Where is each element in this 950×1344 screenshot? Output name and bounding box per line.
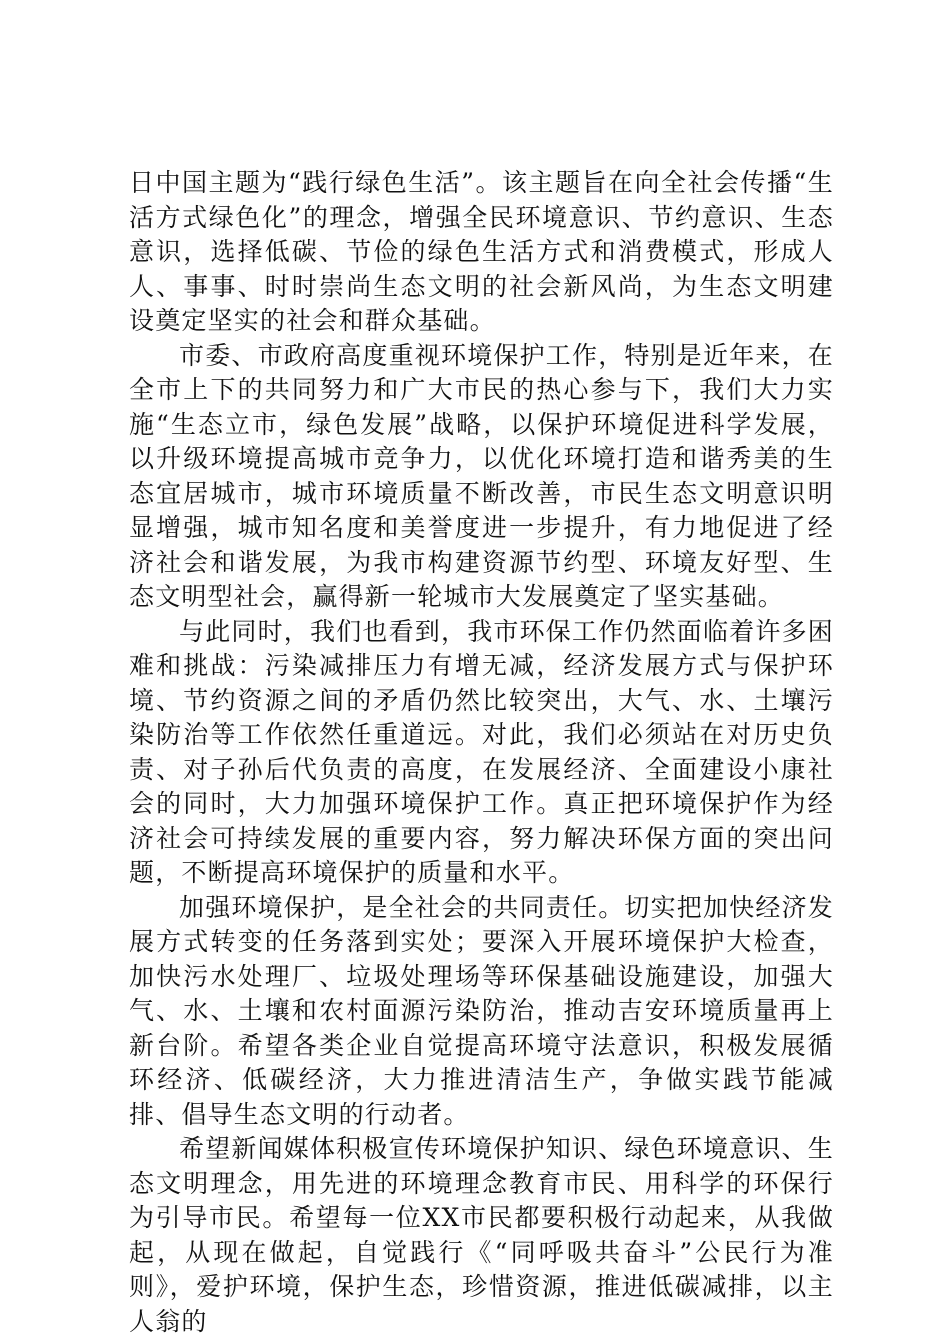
document-body: [129, 166, 834, 1339]
paragraph-challenges: 与此同时，我们也看到，我市环保工作仍然面临着许多困难和挑战：污染减排压力有增无减，经济发展方式与保护环境、节约资源之间的矛盾仍然比较突出，大气、水、土壤污染防治等工作依然任重道远。对此，我们必须站在对历史负责、对子孙后代负责的高度，在发展经济、全面建设小康社会的同时，大力加强环境保护工作。真正把环境保护作为经济社会可持续发展的重要内容，努力解决环保方面的突出问题，不断提高环境保护的质量和水平。: [129, 616, 835, 887]
paragraph-continuation: 日中国主题为“践行绿色生活”。该主题旨在向全社会传播“生活方式绿色化”的理念，增强全民环境意识、节约意识、生态意识，选择低碳、节俭的绿色生活方式和消费模式，形成人人、事事、时时崇尚生态文明的社会新风尚，为生态文明建设奠定坚实的社会和群众基础。: [129, 168, 834, 335]
paragraph-municipal-efforts: 市委、市政府高度重视环境保护工作，特别是近年来，在全市上下的共同努力和广大市民的热心参与下，我们大力实施“生态立市，绿色发展”战略，以保护环境促进科学发展，以升级环境提高城市竞争力，以优化环境打造和谐秀美的生态宜居城市，城市环境质量不断改善，市民生态文明意识明显增强，城市知名度和美誉度进一步提升，有力地促进了经济社会和谐发展，为我市构建资源节约型、环境友好型、生态文明型社会，赢得新一轮城市大发展奠定了坚实基础。: [129, 340, 835, 611]
paragraph-shared-responsibility: 加强环境保护，是全社会的共同责任。切实把加快经济发展方式转变的任务落到实处；要深入开展环境保护大检查，加快污水处理厂、垃圾处理场等环保基础设施建设，加强大气、水、土壤和农村面源污染防治，推动吉安环境质量再上新台阶。希望各类企业自觉提高环境守法意识，积极发展循环经济、低碳经济，大力推进清洁生产，争做实践节能减排、倡导生态文明的行动者。: [129, 892, 835, 1129]
paragraph-media-and-citizens: 希望新闻媒体积极宣传环境保护知识、绿色环境意识、生态文明理念，用先进的环境理念教育市民、用科学的环保行为引导市民。希望每一位XX市民都要积极行动起来，从我做起，从现在做起，自觉践行《“同呼吸共奋斗”公民行为准则》，爱护环境，保护生态，珍惜资源，推进低碳减排，以主人翁的: [129, 1134, 835, 1336]
